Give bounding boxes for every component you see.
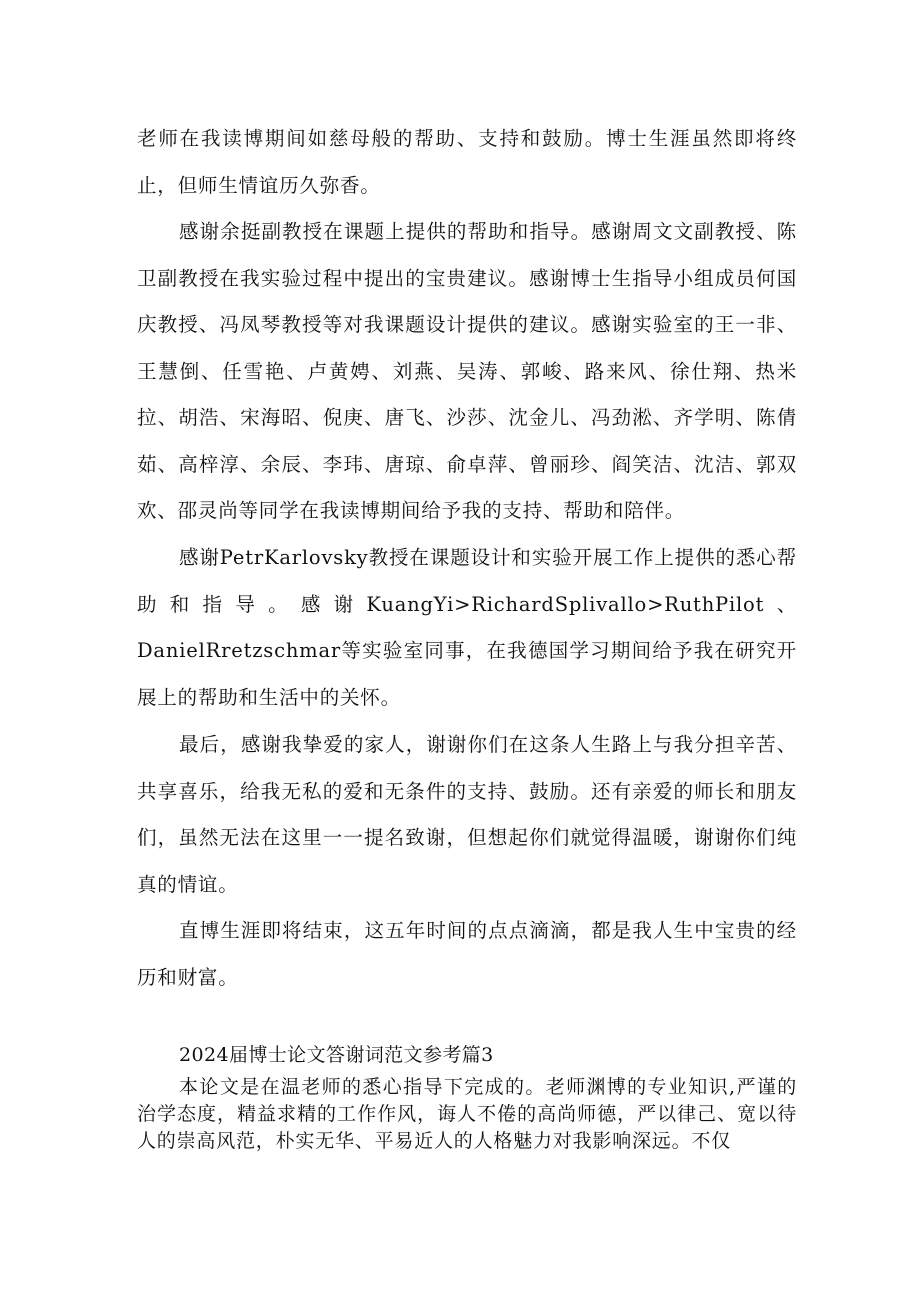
- section-heading: 2024届博士论文答谢词范文参考篇3: [179, 1044, 494, 1066]
- paragraph-advisor-thanks: 本论文是在温老师的悉心指导下完成的。老师渊博的专业知识,严谨的治学态度，精益求精的工作作风，诲人不倦的高尚师德，严以律己、宽以待人的崇高风范，朴实无华、平易近人的人格魅力对我影响深远。不仅: [137, 1076, 797, 1152]
- paragraph-international-thanks: 感谢PetrKarlovsky教授在课题设计和实验开展工作上提供的悉心帮助和指导。感谢KuangYi>RichardSplivallo>RuthPilot、DanielRretzschmar等实验室同事，在我德国学习期间给予我在研究开展上的帮助和生活中的关怀。: [137, 546, 797, 709]
- paragraph-closing-thanks: 老师在我读博期间如慈母般的帮助、支持和鼓励。博士生涯虽然即将终止，但师生情谊历久弥香。: [137, 127, 797, 197]
- paragraph-family-thanks: 最后，感谢我挚爱的家人，谢谢你们在这条人生路上与我分担辛苦、共享喜乐，给我无私的爱和无条件的支持、鼓励。还有亲爱的师长和朋友们，虽然无法在这里一一提名致谢，但想起你们就觉得温暖，谢谢你们纯真的情谊。: [137, 733, 797, 896]
- paragraph-conclusion: 直博生涯即将结束，这五年时间的点点滴滴，都是我人生中宝贵的经历和财富。: [137, 919, 797, 989]
- paragraph-colleague-thanks: 感谢余挺副教授在课题上提供的帮助和指导。感谢周文文副教授、陈卫副教授在我实验过程中提出的宝贵建议。感谢博士生指导小组成员何国庆教授、冯凤琴教授等对我课题设计提供的建议。感谢实验室的王一非、王慧倒、任雪艳、卢黄娉、刘燕、吴涛、郭峻、路来风、徐仕翔、热米拉、胡浩、宋海昭、倪庚、唐飞、沙莎、沈金儿、冯劲淞、齐学明、陈倩茹、高梓淳、余辰、李玮、唐琼、俞卓萍、曾丽珍、阎笑洁、沈洁、郭双欢、邵灵尚等同学在我读博期间给予我的支持、帮助和陪伴。: [137, 220, 797, 522]
